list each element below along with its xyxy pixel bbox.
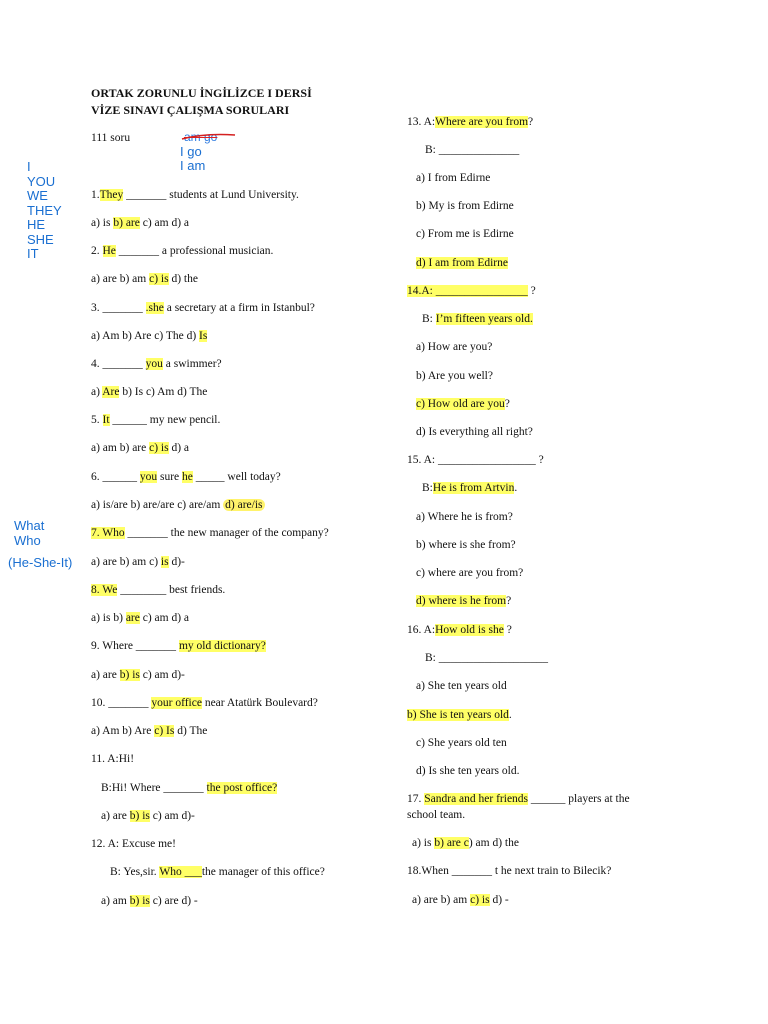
question-11-b: B:Hi! Where _______ the post office? xyxy=(101,782,278,794)
question-9: 9. Where _______ my old dictionary? xyxy=(91,640,266,652)
option-14-a: a) How are you? xyxy=(416,341,493,353)
answers-11: a) are b) is c) am d)- xyxy=(101,810,195,822)
handwritten-who: Who xyxy=(14,533,41,548)
question-3: 3. _______ .she a secretary at a firm in Istanbul? xyxy=(91,302,315,314)
title-line-1: ORTAK ZORUNLU İNGİLİZCE I DERSİ xyxy=(91,86,312,100)
handwritten-i-go: I go xyxy=(180,144,202,159)
question-18: 18.When _______ t he next train to Bilecik? xyxy=(407,865,612,877)
question-11: 11. A:Hi! xyxy=(91,753,135,765)
option-16-c: c) She years old ten xyxy=(416,737,507,749)
pronoun-item: SHE xyxy=(27,231,54,247)
question-count: 111 soru xyxy=(91,132,131,144)
question-12: 12. A: Excuse me! xyxy=(91,838,176,850)
answers-4: a) Are b) Is c) Am d) The xyxy=(91,386,208,398)
answers-8: a) is b) are c) am d) a xyxy=(91,612,190,624)
answers-17: a) is b) are c) am d) the xyxy=(412,837,519,849)
answers-5: a) am b) are c) is d) a xyxy=(91,442,190,454)
question-1: 1.They _______ students at Lund University. xyxy=(91,189,299,201)
option-13-b: b) My is from Edirne xyxy=(416,200,514,212)
option-15-c: c) where are you from? xyxy=(416,567,524,579)
answers-1: a) is b) are c) am d) a xyxy=(91,217,190,229)
question-6: 6. ______ you sure he _____ well today? xyxy=(91,471,281,483)
question-2: 2. He _______ a professional musician. xyxy=(91,245,274,257)
answers-10: a) Am b) Are c) Is d) The xyxy=(91,725,208,737)
answers-18: a) are b) am c) is d) - xyxy=(412,894,509,906)
option-13-c: c) From me is Edirne xyxy=(416,228,514,240)
answers-7: a) are b) am c) is d)- xyxy=(91,556,185,568)
question-17-line-2: school team. xyxy=(407,809,466,821)
question-13: 13. A:Where are you from? xyxy=(407,116,534,128)
pronoun-item: YOU xyxy=(27,173,56,189)
question-4: 4. _______ you a swimmer? xyxy=(91,358,222,370)
question-14: 14.A: ________________ ? xyxy=(407,285,536,297)
handwritten-strike: am go xyxy=(184,130,218,144)
option-14-d: d) Is everything all right? xyxy=(416,426,533,438)
answers-6: a) is/are b) are/are c) are/am d) are/is xyxy=(91,499,263,511)
option-15-b: b) where is she from? xyxy=(416,539,516,551)
question-10: 10. _______ your office near Atatürk Boulevard? xyxy=(91,697,318,709)
question-8: 8. We ________ best friends. xyxy=(91,584,226,596)
pronoun-item: HE xyxy=(27,217,46,232)
question-16-b: B: ___________________ xyxy=(425,652,548,664)
red-strike-mark xyxy=(180,130,240,144)
title-line-2: VİZE SINAVI ÇALIŞMA SORULARI xyxy=(91,103,290,117)
question-7: 7. Who _______ the new manager of the company? xyxy=(91,527,329,539)
question-5: 5. It ______ my new pencil. xyxy=(91,414,221,426)
option-16-a: a) She ten years old xyxy=(416,680,507,692)
handwritten-what: What xyxy=(14,518,45,533)
option-15-a: a) Where he is from? xyxy=(416,511,513,523)
option-15-d: d) where is he from? xyxy=(416,595,512,607)
pronoun-item: WE xyxy=(27,188,48,203)
question-12-b: B: Yes,sir. Who ___the manager of this office? xyxy=(110,866,325,878)
option-16-d: d) Is she ten years old. xyxy=(416,765,520,777)
handwritten-i-am: I am xyxy=(180,158,206,173)
option-14-b: b) Are you well? xyxy=(416,370,493,382)
answers-9: a) are b) is c) am d)- xyxy=(91,669,185,681)
answers-12: a) am b) is c) are d) - xyxy=(101,895,198,907)
answers-3: a) Am b) Are c) The d) Is xyxy=(91,330,208,342)
question-13-b: B: ______________ xyxy=(425,144,520,156)
option-13-d: d) I am from Edirne xyxy=(416,257,508,269)
option-16-b: b) She is ten years old. xyxy=(407,709,512,721)
question-16: 16. A:How old is she ? xyxy=(407,624,512,636)
pronoun-item: I xyxy=(27,159,31,174)
option-13-a: a) I from Edirne xyxy=(416,172,491,184)
question-15: 15. A: _________________ ? xyxy=(407,454,544,466)
question-17: 17. Sandra and her friends ______ players at the xyxy=(407,793,630,805)
question-14-b: B: I’m fifteen years old. xyxy=(422,313,533,325)
pronoun-item: IT xyxy=(27,246,39,261)
handwritten-he-she-it: (He-She-It) xyxy=(8,555,73,570)
option-14-c: c) How old are you? xyxy=(416,398,510,410)
question-15-b: B:He is from Artvin. xyxy=(422,482,518,494)
pronoun-item: THEY xyxy=(27,202,62,218)
answers-2: a) are b) am c) is d) the xyxy=(91,273,198,285)
